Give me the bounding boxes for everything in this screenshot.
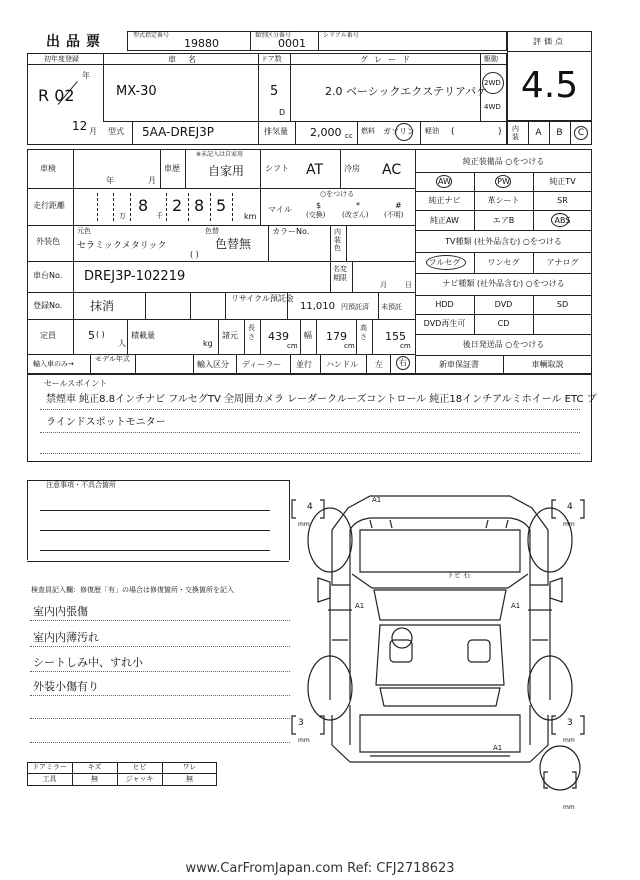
tread-front-right: 4 [567,502,573,512]
paren-close: ) [498,127,502,137]
mileage-man: 万 [119,212,126,220]
handle-left: 左 [375,360,383,369]
registration-label: 登録No. [33,301,63,310]
recycle-value: 11,010 [300,301,335,312]
color-no-label: カラーNo. [272,227,310,236]
model-designation-value: 19880 [184,37,219,50]
equip-sr: SR [557,196,568,205]
eval-label: 評価点 [533,37,566,46]
windshield [374,590,506,620]
navi-cd: CD [497,319,510,328]
capacity-value: 5 [88,329,95,342]
displacement-unit: cc [345,132,353,140]
tamper-label: (改ざん) [342,211,369,219]
length-label: 長さ [248,324,255,341]
later-manual: 車輌取説 [531,360,564,369]
tread-rear-left: 3 [298,718,304,728]
mileage-digit-3: 8 [194,196,205,215]
mm-rear-left: mm [298,737,310,744]
ac-value: AC [382,162,402,178]
shaken-month: 月 [148,176,156,185]
sales-point-line-1: 禁煙車 純正8.8インチナビ フルセグTV 全周囲カメラ レーダークルーズコントロール 純正18インチアルミホイール ETC ブ [46,394,597,405]
acc-tools-value: 無 [91,775,98,783]
chassis-value: DREJ3P-102219 [84,269,186,284]
inspector-line-2: 室内内薄汚れ [33,631,99,644]
original-color-value: セラミックメタリック [77,241,167,251]
inspector-label: 検査員記入欄：修復歴「有」の場合は修復箇所・交換箇所を記入 [31,586,234,594]
exchange-symbol: $ [316,201,322,210]
category-label: 類別区分番号 [255,32,292,39]
color-label: 外装色 [36,237,60,246]
paren-open: ( [451,127,455,137]
equip-abs: ABS [554,216,571,225]
mileage-km: km [244,212,257,221]
equip-genuine-aw: 純正AW [430,216,459,225]
mark-front-bumper: A1 [372,496,382,504]
name-change-label: 名変期限 [333,265,347,282]
door-suffix: D [279,108,286,117]
sales-point-line-2: ラインドスポットモニター [46,417,166,428]
mm-rear-right: mm [563,737,575,744]
not-deposited: 未預託 [381,303,402,311]
eval-score: 4.5 [520,65,579,106]
import-parallel: 並行 [296,360,312,369]
mark-windshield: トビ 石 [447,571,471,579]
width-cm: cm [344,342,355,350]
mark-left-door: A1 [355,602,365,610]
rear-window [380,688,500,706]
navi-dvd: DVD [494,300,513,309]
import-type-label: 輸入区分 [197,360,229,369]
first-reg-label: 初年度登録 [44,55,79,63]
height-cm: cm [400,342,411,350]
navi-title: ナビ種類 (社外品含む) ○をつける [442,279,565,288]
unknown-label: (不明) [384,211,404,219]
equip-leather: 革シート [487,196,520,205]
capacity-paren: ( ) [96,330,105,339]
fuel-value: ガソリン [383,127,415,136]
displacement-label: 排気量 [264,127,288,136]
history-note: ※未記入は自家用 [196,151,244,158]
acc-jack-value: 無 [186,775,193,783]
grade-value: 2.0 ベーシックエクステリアパケ [325,85,488,98]
registration-value: 抹消 [90,299,115,313]
handle-label: ハンドル [326,360,358,369]
sales-point-label: セールスポイント [44,379,108,388]
equip-aw: AW [438,177,451,186]
mark-rear-bumper: A1 [493,744,503,752]
unknown-symbol: # [395,201,402,210]
tamper-symbol: * [356,201,360,210]
exchange-label: (交換) [306,211,326,219]
shift-value: AT [306,162,324,178]
tv-oneseg: ワンセグ [487,258,520,267]
serial-label: シリアル番号 [323,32,359,39]
width-value: 179 [326,330,347,343]
spare-tire [540,746,580,790]
equip-airbag: エアB [492,216,515,225]
length-cm: cm [287,342,298,350]
drive-2wd: 2WD [484,79,501,87]
inspector-line-3: シートしみ中、すれ小 [33,656,143,669]
mm-spare: mm [563,804,575,811]
mileage-circle-note: ○をつける [320,190,355,198]
name-change-month: 月 [380,281,387,289]
mileage-sen: 千 [156,212,163,220]
history-value: 自家用 [208,164,245,178]
equipment-title: 純正装備品 ○をつける [462,157,545,166]
acc-header-scratch: キズ [87,763,102,771]
mm-front-right: mm [563,521,575,528]
tread-front-left: 4 [307,502,313,512]
model-designation-label: 型式指定番号 [133,32,170,39]
length-value: 439 [268,330,289,343]
mileage-digit-4: 5 [216,196,227,215]
tv-fullseg: フルセグ [428,258,461,267]
ac-label: 冷房 [344,164,360,173]
light-oil-label: 軽油 [425,127,439,135]
load-label: 積載量 [131,331,155,340]
handle-right: 右 [399,358,407,367]
later-title: 後日発送品 ○をつける [462,340,545,349]
shaken-label: 車検 [40,164,56,173]
mileage-digit-1: 8 [138,196,149,215]
inspector-line-1: 室内内張傷 [33,605,88,618]
navi-hdd: HDD [435,300,454,309]
equip-pw: PW [497,177,510,186]
drive-label: 駆動 [484,55,498,63]
steering-wheel [392,628,412,648]
import-dealer: ディーラー [242,360,282,369]
height-value: 155 [385,330,406,343]
acc-tools: 工具 [42,775,57,783]
type-label: 型式 [108,127,124,136]
recycle-label: リサイクル預託金 [231,294,294,303]
car-name-value: MX-30 [116,84,157,99]
dimension-label: 諸元 [222,331,238,340]
original-color-label: 元色 [77,227,91,235]
mark-right-door: A1 [511,602,521,610]
width-label: 幅 [304,331,312,340]
equip-navi: 純正ナビ [428,196,461,205]
inspector-line-4: 外装小傷有り [33,680,99,693]
tv-title: TV種類 (社外品含む) ○をつける [445,237,562,246]
capacity-label: 定員 [40,331,56,340]
tv-analog: アナログ [546,258,579,267]
grade-label: グレード [360,55,416,64]
first-reg-era: R 02 [38,86,75,105]
doors-label: ドア数 [261,55,282,63]
recycle-unit: 円預託済 [341,303,369,311]
mileage-label: 走行距離 [33,201,65,210]
model-year-label: モデル年式 [95,355,130,363]
changed-color-value: 色替無 [215,237,252,251]
color-paren: ( ) [190,250,199,259]
shift-label: シフト [265,164,289,173]
displacement-value: 2,000 [310,126,342,139]
history-label: 車歴 [164,164,180,173]
mile-label: マイル [268,205,292,214]
name-change-day: 日 [405,281,412,289]
import-only-label: 輸入車のみ→ [33,360,74,368]
fuel-label: 燃料 [361,127,375,135]
first-reg-month: 12 [72,119,88,133]
later-warranty: 新車保証書 [439,360,479,369]
car-name-label: 車名 [168,55,208,64]
interior-label: 内装 [512,125,519,141]
tread-rear-right: 3 [567,718,573,728]
form-title: 出品票 [46,34,106,50]
acc-header-broken: ワレ [182,763,197,771]
type-value: 5AA-DREJ3P [142,125,215,139]
height-label: 高さ [360,324,367,341]
shaken-year: 年 [106,176,114,185]
car-damage-diagram [290,490,590,810]
navi-sd: SD [556,300,569,309]
footer-watermark: www.CarFromJapan.com Ref: CFJ2718623 [185,861,455,876]
doors-value: 5 [270,84,279,99]
acc-header-mirror: ドアミラー [32,763,67,771]
acc-header-crack: ヒビ [132,763,147,771]
equip-tv: 純正TV [549,177,576,186]
load-kg: kg [203,339,213,348]
notes-label: 注意事項・不具合箇所 [46,481,116,489]
category-value: 0001 [278,37,306,50]
capacity-person: 人 [118,339,126,348]
changed-color-label: 色替 [205,227,219,235]
year-suffix: 年 [82,71,90,80]
acc-jack: ジャッキ [125,775,154,783]
interior-grade-a: A [535,128,542,138]
mileage-digit-2: 2 [172,196,183,215]
interior-grade-b: B [556,128,563,138]
front-right-tire [528,508,572,572]
interior-color-label: 内装色 [334,228,341,252]
interior-grade-c: C [577,128,585,138]
navi-dvd-play: DVD再生可 [423,319,466,328]
mm-front-left: mm [298,521,310,528]
month-suffix: 月 [89,127,97,136]
front-right-seat [468,640,490,662]
chassis-label: 車台No. [33,271,63,280]
drive-4wd: 4WD [484,103,501,111]
front-left-tire [308,508,352,572]
